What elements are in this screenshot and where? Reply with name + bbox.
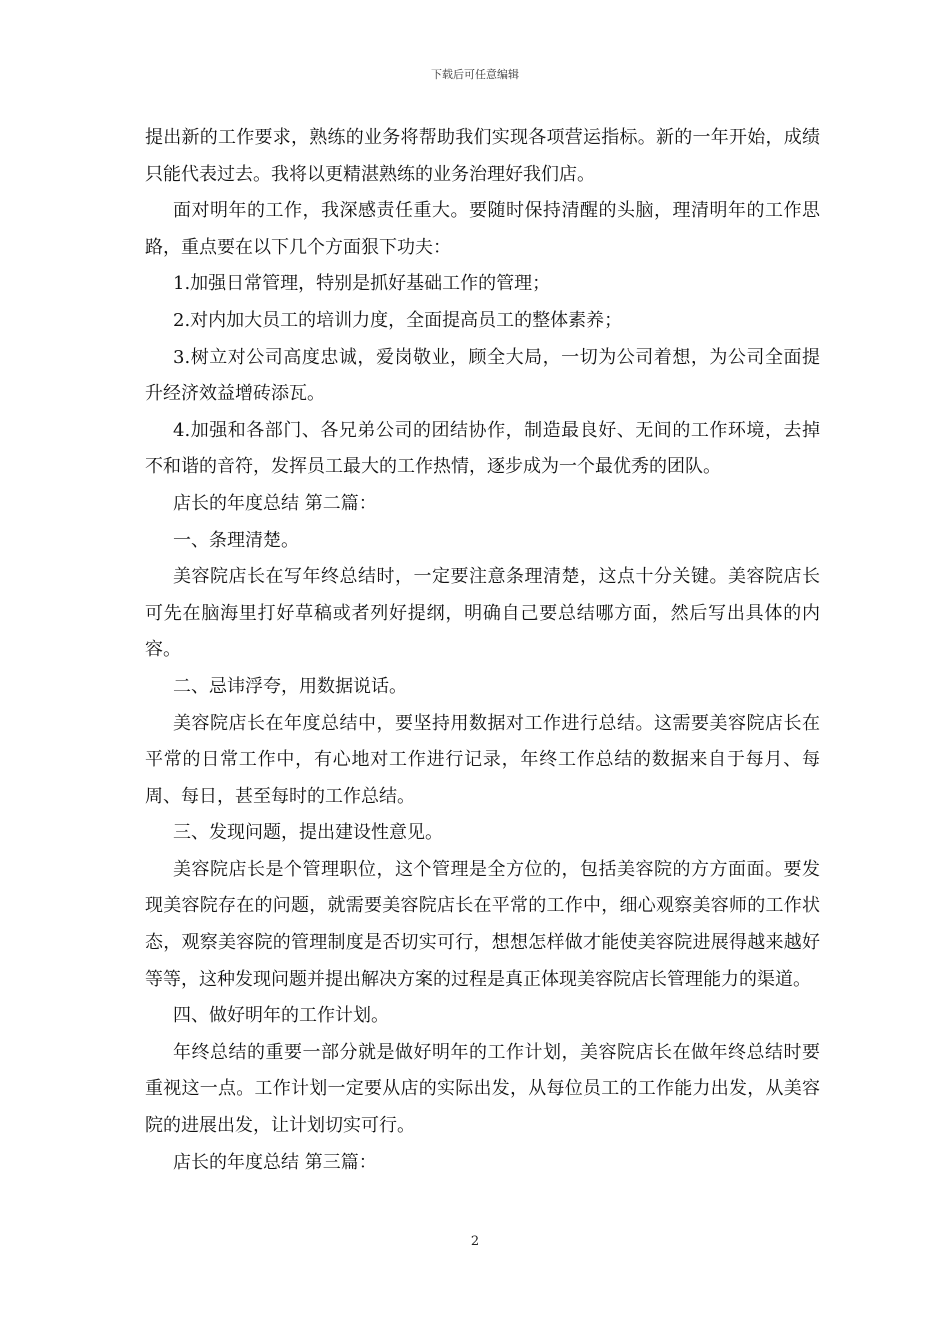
section-heading: 店长的年度总结 第二篇：	[173, 492, 377, 514]
subheading: 二、忌讳浮夸，用数据说话。	[173, 675, 407, 697]
paragraph: 美容院店长在年度总结中，要坚持用数据对工作进行总结。这需要美容院店长在平常的日常工作中，有心地对工作进行记录，年终工作总结的数据来自于每月、每周、每日，甚至每时的工作总结。	[145, 712, 820, 807]
list-item: 3.树立对公司高度忠诚，爱岗敬业，顾全大局，一切为公司着想，为公司全面提升经济效益增砖添瓦。	[145, 346, 820, 405]
list-item: 2.对内加大员工的培训力度，全面提高员工的整体素养；	[173, 309, 623, 331]
section-heading: 店长的年度总结 第三篇：	[173, 1151, 377, 1173]
subheading: 四、做好明年的工作计划。	[173, 1005, 389, 1027]
paragraph: 提出新的工作要求，熟练的业务将帮助我们实现各项营运指标。新的一年开始，成绩只能代表过去。我将以更精湛熟练的业务治理好我们店。	[145, 127, 820, 185]
paragraph: 美容院店长是个管理职位，这个管理是全方位的，包括美容院的方方面面。要发现美容院存在的问题，就需要美容院店长在平常的工作中，细心观察美容师的工作状态，观察美容院的管理制度是否切实可行，想想怎样做才能使美容院进展得越来越好等等，这种发现问题并提出解决方案的过程是真正体现美容院店长管理能力的渠道。	[145, 858, 820, 990]
page-number: 2	[470, 1234, 480, 1249]
paragraph: 美容院店长在写年终总结时，一定要注意条理清楚，这点十分关键。美容院店长可先在脑海里打好草稿或者列好提纲，明确自己要总结哪方面，然后写出具体的内容。	[145, 566, 820, 661]
document-body	[145, 120, 820, 1181]
paragraph: 面对明年的工作，我深感责任重大。要随时保持清醒的头脑，理清明年的工作思路，重点要在以下几个方面狠下功夫：	[145, 200, 820, 258]
page-header: 下载后可任意编辑	[431, 68, 519, 81]
list-item: 1.加强日常管理，特别是抓好基础工作的管理；	[173, 273, 551, 295]
subheading: 三、发现问题，提出建设性意见。	[173, 822, 443, 844]
subheading: 一、条理清楚。	[173, 529, 299, 551]
list-item: 4.加强和各部门、各兄弟公司的团结协作，制造最良好、无间的工作环境，去掉不和谐的音符，发挥员工最大的工作热情，逐步成为一个最优秀的团队。	[145, 419, 820, 478]
paragraph: 年终总结的重要一部分就是做好明年的工作计划，美容院店长在做年终总结时要重视这一点。工作计划一定要从店的实际出发，从每位员工的工作能力出发，从美容院的进展出发，让计划切实可行。	[145, 1041, 820, 1137]
